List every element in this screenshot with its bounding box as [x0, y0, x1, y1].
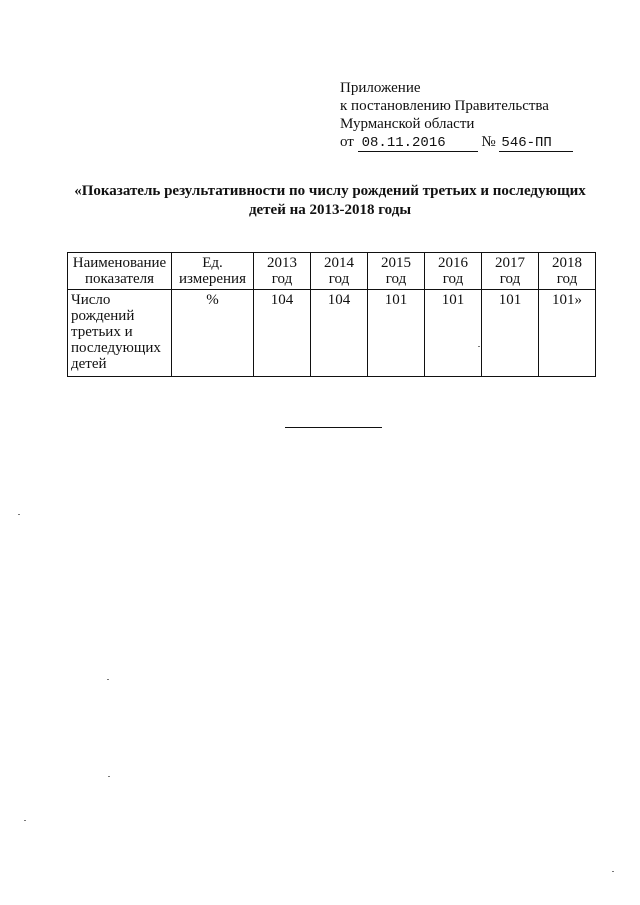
- cell-value-2014: 104: [311, 290, 368, 377]
- date-field: 08.11.2016: [358, 135, 478, 152]
- header-year-2015: 2015 год: [368, 253, 425, 290]
- document-title-line-2: детей на 2013-2018 годы: [248, 202, 412, 218]
- cell-value-2016: 101: [425, 290, 482, 377]
- header-unit: Ед. измерения: [172, 253, 254, 290]
- cell-value-2018: 101»: [539, 290, 596, 377]
- indicators-table: [67, 252, 596, 377]
- scan-speck: [108, 776, 110, 777]
- header-year-2016: 2016 год: [425, 253, 482, 290]
- document-title: [60, 182, 600, 220]
- scan-speck: [612, 871, 614, 872]
- document-title-line-1: «Показатель результативности по числу рождений третьих и последующих: [74, 183, 586, 199]
- approval-date-number-line: [340, 133, 573, 152]
- cell-value-2017: 101: [482, 290, 539, 377]
- cell-value-2015: 101: [368, 290, 425, 377]
- number-prefix: №: [481, 134, 496, 150]
- header-year-2017: 2017 год: [482, 253, 539, 290]
- scan-speck: [18, 514, 20, 515]
- header-year-2018: 2018 год: [539, 253, 596, 290]
- header-indicator-name: Наименование показателя: [68, 253, 172, 290]
- cell-unit: %: [172, 290, 254, 377]
- scan-speck: [24, 820, 26, 821]
- approval-label: Приложение: [340, 80, 421, 96]
- approval-resolution-line: к постановлению Правительства: [340, 98, 549, 114]
- approval-region-line: Мурманской области: [340, 116, 475, 132]
- closing-divider: [285, 427, 382, 428]
- date-prefix: от: [340, 134, 354, 150]
- approval-block: [340, 79, 573, 152]
- header-year-2014: 2014 год: [311, 253, 368, 290]
- cell-indicator-name: Число рождений третьих и последующих детей: [68, 290, 172, 377]
- scan-speck: [478, 346, 480, 347]
- table-row: [68, 290, 596, 377]
- scan-speck: [107, 679, 109, 680]
- header-year-2013: 2013 год: [254, 253, 311, 290]
- number-field: 546-ПП: [499, 135, 573, 152]
- table-header-row: [68, 253, 596, 290]
- cell-value-2013: 104: [254, 290, 311, 377]
